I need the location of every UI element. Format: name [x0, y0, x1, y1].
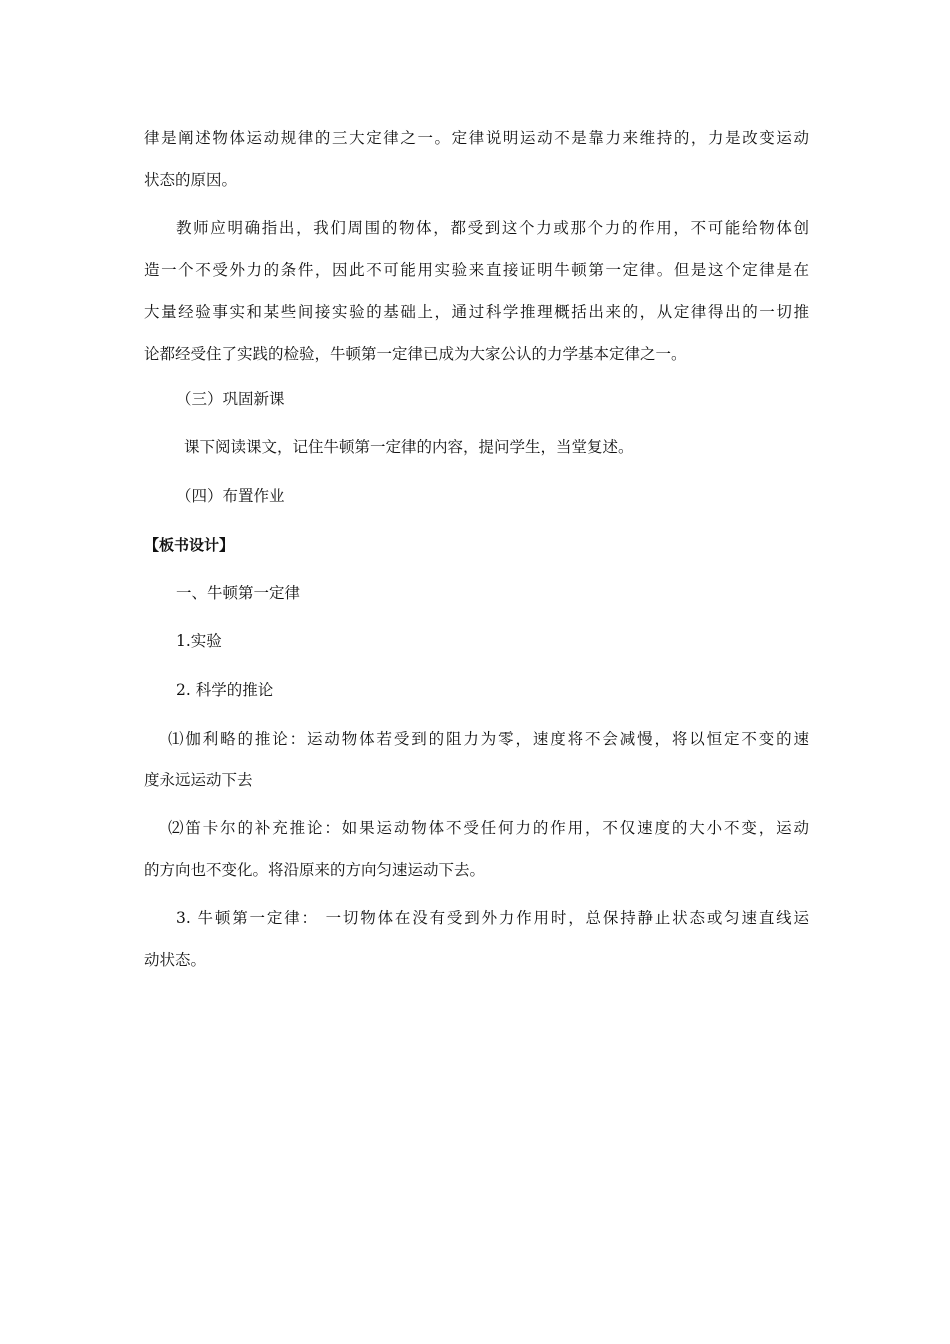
board-item-1-2: 2. 科学的推论	[176, 681, 274, 699]
descartes-inference-line-1: ⑵笛卡尔的补充推论：如果运动物体不受任何力的作用，不仅速度的大小不变，运动	[168, 819, 809, 837]
section-3-title: （三）巩固新课	[176, 390, 285, 408]
newton-first-law-line-2: 动状态。	[144, 951, 207, 969]
paragraph-2-line-4: 论都经受住了实践的检验，牛顿第一定律已成为大家公认的力学基本定律之一。	[144, 345, 687, 363]
paragraph-2-line-3: 大量经验事实和某些间接实验的基础上，通过科学推理概括出来的，从定律得出的一切推	[144, 303, 809, 321]
galileo-inference-line-2: 度永远运动下去	[144, 771, 253, 789]
newton-first-law-line-1: 3. 牛顿第一定律： 一切物体在没有受到外力作用时，总保持静止状态或匀速直线运	[176, 909, 809, 927]
paragraph-2-line-1: 教师应明确指出，我们周围的物体，都受到这个力或那个力的作用，不可能给物体创	[176, 219, 809, 237]
board-item-1-1: 1.实验	[176, 632, 222, 650]
board-item-1: 一、牛顿第一定律	[176, 584, 301, 602]
board-design-heading: 【板书设计】	[144, 536, 235, 554]
descartes-inference-line-2: 的方向也不变化。将沿原来的方向匀速运动下去。	[144, 861, 486, 879]
paragraph-1-line-2: 状态的原因。	[144, 171, 238, 189]
section-4-title: （四）布置作业	[176, 487, 285, 505]
section-3-body: 课下阅读课文，记住牛顿第一定律的内容，提问学生，当堂复述。	[184, 438, 634, 456]
paragraph-1-line-1: 律是阐述物体运动规律的三大定律之一。定律说明运动不是靠力来维持的，力是改变运动	[144, 129, 809, 147]
galileo-inference-line-1: ⑴伽利略的推论：运动物体若受到的阻力为零，速度将不会减慢，将以恒定不变的速	[168, 730, 809, 748]
paragraph-2-line-2: 造一个不受外力的条件，因此不可能用实验来直接证明牛顿第一定律。但是这个定律是在	[144, 261, 809, 279]
